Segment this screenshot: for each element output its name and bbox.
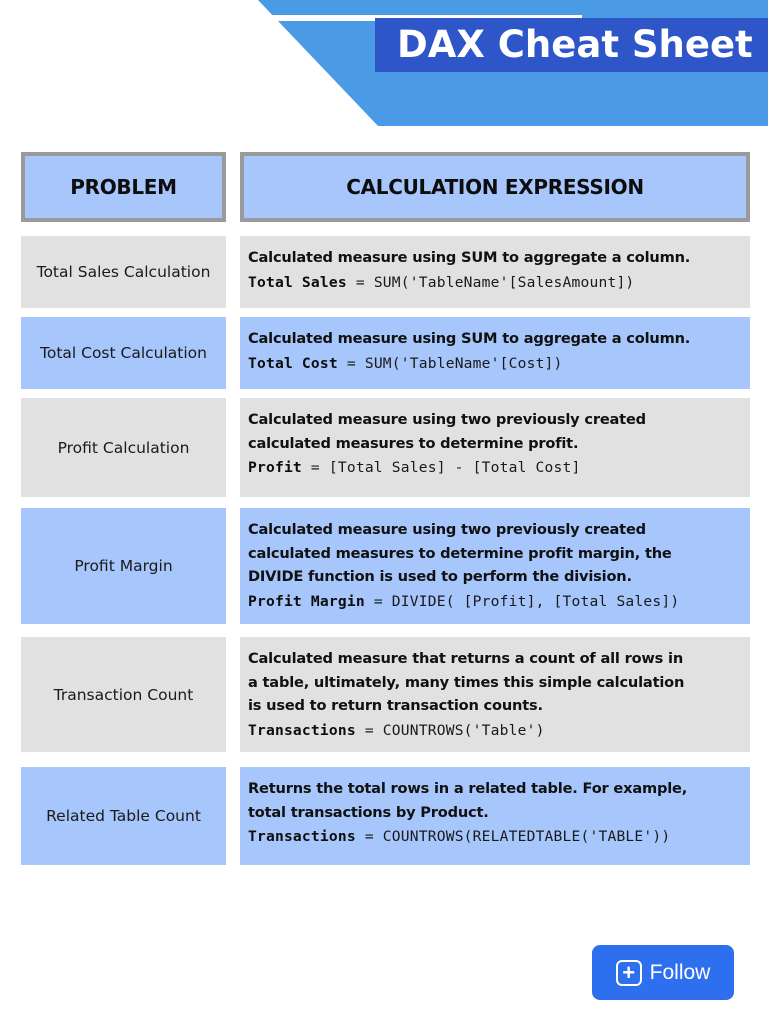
- expression-description: calculated measures to determine profit.: [248, 434, 579, 452]
- table-row: [21, 236, 750, 308]
- expression-cell: [240, 398, 750, 497]
- expression-description: Calculated measure using SUM to aggregate a column.: [248, 249, 691, 266]
- table-row: [21, 398, 750, 497]
- problem-cell: Related Table Count: [21, 767, 226, 865]
- expression-cell: [240, 637, 750, 752]
- measure-formula: = COUNTROWS('Table'): [355, 721, 545, 739]
- measure-formula: = SUM('TableName'[SalesAmount]): [346, 273, 635, 291]
- measure-formula: = [Total Sales] - [Total Cost]: [301, 459, 581, 476]
- expression-description: is used to return transaction counts.: [248, 697, 543, 714]
- measure-formula: = SUM('TableName'[Cost]): [337, 354, 563, 372]
- measure-name: Transactions: [248, 721, 356, 739]
- expression-description: Calculated measure using SUM to aggregate a column.: [248, 330, 691, 347]
- problem-cell: Profit Calculation: [21, 398, 226, 497]
- measure-formula: = DIVIDE( [Profit], [Total Sales]): [364, 592, 680, 610]
- dax-code: [248, 589, 742, 614]
- measure-name: Total Cost: [248, 354, 338, 372]
- problem-cell: Profit Margin: [21, 508, 226, 624]
- follow-label: Follow: [649, 960, 711, 984]
- problem-cell: Transaction Count: [21, 637, 226, 752]
- dax-code: [248, 351, 742, 376]
- expression-description: a table, ultimately, many times this simple calculation: [248, 673, 685, 691]
- expression-cell: [240, 508, 750, 624]
- expression-description: Calculated measure using two previously created: [248, 521, 646, 538]
- table-row: [21, 767, 750, 865]
- expression-description: DIVIDE function is used to perform the division.: [248, 568, 632, 585]
- expression-description: Calculated measure that returns a count of all rows in: [248, 650, 684, 667]
- dax-code: [248, 824, 742, 849]
- measure-name: Total Sales: [248, 273, 347, 291]
- expression-description: Returns the total rows in a related table. For example,: [248, 780, 688, 797]
- follow-button[interactable]: [592, 945, 734, 1000]
- expression-cell: [240, 236, 750, 308]
- measure-name: Transactions: [248, 828, 356, 845]
- page-title: DAX Cheat Sheet: [375, 18, 768, 72]
- plus-square-icon: +: [616, 960, 642, 986]
- measure-formula: = COUNTROWS(RELATEDTABLE('TABLE')): [355, 828, 671, 845]
- problem-cell: Total Cost Calculation: [21, 317, 226, 389]
- measure-name: Profit: [248, 459, 302, 476]
- problem-cell: Total Sales Calculation: [21, 236, 226, 308]
- column-header-problem: PROBLEM: [21, 152, 226, 222]
- table-row: [21, 637, 750, 752]
- dax-code: [248, 718, 742, 743]
- column-header-calculation-expression: CALCULATION EXPRESSION: [240, 152, 750, 222]
- table-row: [21, 508, 750, 624]
- dax-code: [248, 270, 742, 295]
- table-row: [21, 317, 750, 389]
- expression-cell: [240, 767, 750, 865]
- dax-code: [248, 455, 742, 480]
- measure-name: Profit Margin: [248, 592, 365, 610]
- expression-description: Calculated measure using two previously created: [248, 411, 646, 428]
- expression-description: calculated measures to determine profit margin, the: [248, 544, 672, 562]
- expression-description: total transactions by Product.: [248, 803, 489, 821]
- expression-cell: [240, 317, 750, 389]
